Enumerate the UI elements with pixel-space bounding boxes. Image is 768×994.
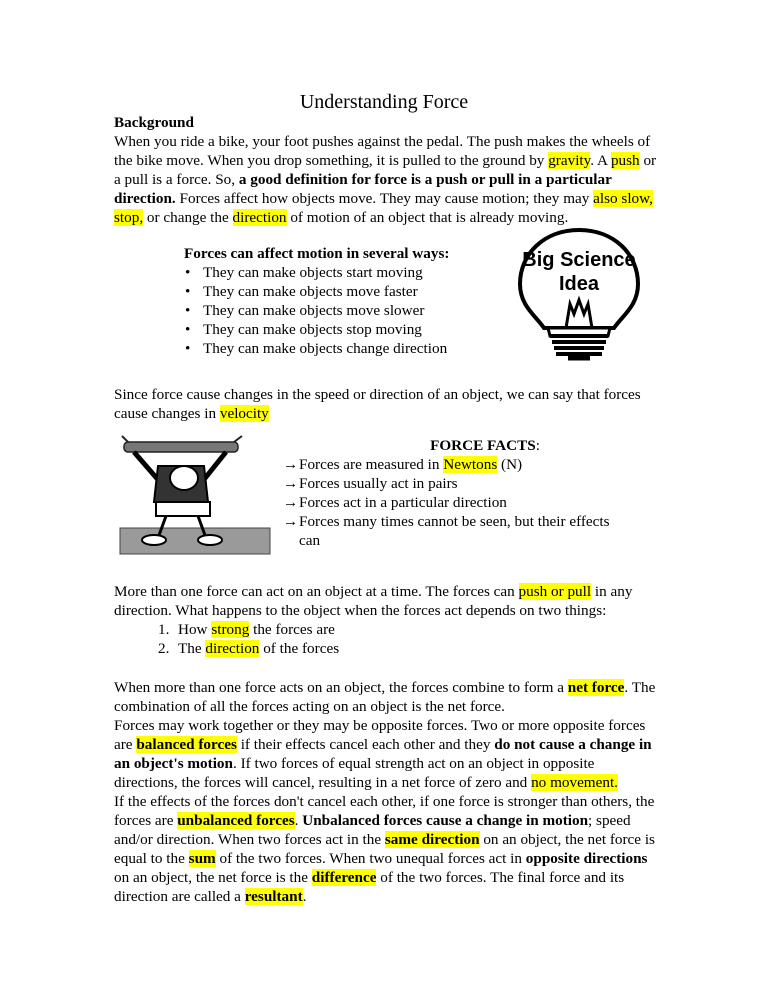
highlight-direction-2: direction <box>205 640 260 657</box>
force-facts <box>283 436 663 550</box>
background-section <box>114 113 660 227</box>
highlight-sum: sum <box>188 850 216 867</box>
strongman-illustration <box>114 432 274 560</box>
list-item: 2. The direction of the forces <box>158 640 340 657</box>
more-forces-paragraph: More than one force can act on an object at a time. The forces can push or pull in any direction. What happens to the object when the forces act depends on two things: <box>114 583 633 619</box>
highlight-direction: direction <box>232 209 287 226</box>
background-paragraph: When you ride a bike, your foot pushes against the pedal. The push makes the wheels of the bike move. When you drop something, it is pulled to the ground by gravity. A push or a pull is a force. So, a good definition for force is a push or pull in a particular direction. Forces affect how objects move. They may cause motion; they may also slow, stop, or change the direction of motion of an object that is already moving. <box>114 133 657 226</box>
dependency-list <box>114 620 660 658</box>
highlight-newtons: Newtons <box>443 456 498 473</box>
fact-item: →Forces act in a particular direction <box>283 494 507 511</box>
list-item: • They can make objects stop moving <box>181 320 481 339</box>
list-item: • They can make objects change direction <box>181 339 481 358</box>
highlight-balanced-forces: balanced forces <box>136 736 237 753</box>
list-item: • They can make objects start moving <box>181 263 481 282</box>
net-force-section <box>114 678 660 906</box>
list-item: 1. How strong the forces are <box>158 621 335 638</box>
velocity-paragraph: Since force cause changes in the speed or direction of an object, we can say that forces cause changes in velocity <box>114 386 641 422</box>
highlight-strong: strong <box>211 621 250 638</box>
background-heading: Background <box>114 114 194 131</box>
highlight-net-force: net force <box>567 679 625 696</box>
fact-item: →Forces are measured in Newtons (N) <box>283 456 523 473</box>
ways-heading: Forces can affect motion in several ways: <box>184 245 450 262</box>
highlight-gravity: gravity <box>548 152 591 169</box>
highlight-same-direction: same direction <box>384 831 480 848</box>
ways-section <box>181 244 481 358</box>
net-force-paragraph: When more than one force acts on an object, the forces combine to form a net force. The combination of all the forces acting on an object is the net force. <box>114 679 656 715</box>
more-forces-section <box>114 582 660 658</box>
list-item: • They can make objects move slower <box>181 301 481 320</box>
fact-item: →Forces many times cannot be seen, but their effects <box>283 513 610 530</box>
force-definition: a good definition for force is a push or pull in a particular direction. <box>114 171 612 207</box>
highlight-push: push <box>610 152 640 169</box>
highlight-push-or-pull: push or pull <box>518 583 592 600</box>
highlight-velocity: velocity <box>219 405 269 422</box>
fact-item-continuation: can <box>299 532 321 549</box>
highlight-slow-stop: also slow, stop, <box>114 190 653 226</box>
ways-list <box>181 263 481 358</box>
highlight-unbalanced-forces: unbalanced forces <box>177 812 295 829</box>
bulb-text-line1: Big Science <box>522 249 636 271</box>
lightbulb-illustration <box>508 224 650 364</box>
force-facts-heading: FORCE FACTS: <box>430 437 540 454</box>
page-title: Understanding Force <box>299 91 469 113</box>
unbalanced-paragraph: If the effects of the forces don't cancel each other, if one force is stronger than others, the forces are unbalanced forces. Unbalanced forces cause a change in motion; speed and/or direction. When two forces act in the same direction on an object, the net force is equal to the sum of the two forces. When two unequal forces act in opposite directions on an object, the net force is the difference of the two forces. The final force and its direction are called a resultant. <box>114 793 655 905</box>
highlight-difference: difference <box>311 869 377 886</box>
fact-item: →Forces usually act in pairs <box>283 475 458 492</box>
highlight-resultant: resultant <box>244 888 303 905</box>
bulb-text-line2: Idea <box>558 273 600 295</box>
balanced-paragraph: Forces may work together or they may be opposite forces. Two or more opposite forces are balanced forces if their effects cancel each other and they do not cause a change in an object's motion. If two forces of equal strength act on an object in opposite directions, the forces will cancel, resulting in a net force of zero and no movement. <box>114 717 652 791</box>
highlight-no-movement: no movement. <box>531 774 618 791</box>
list-item: • They can make objects move faster <box>181 282 481 301</box>
